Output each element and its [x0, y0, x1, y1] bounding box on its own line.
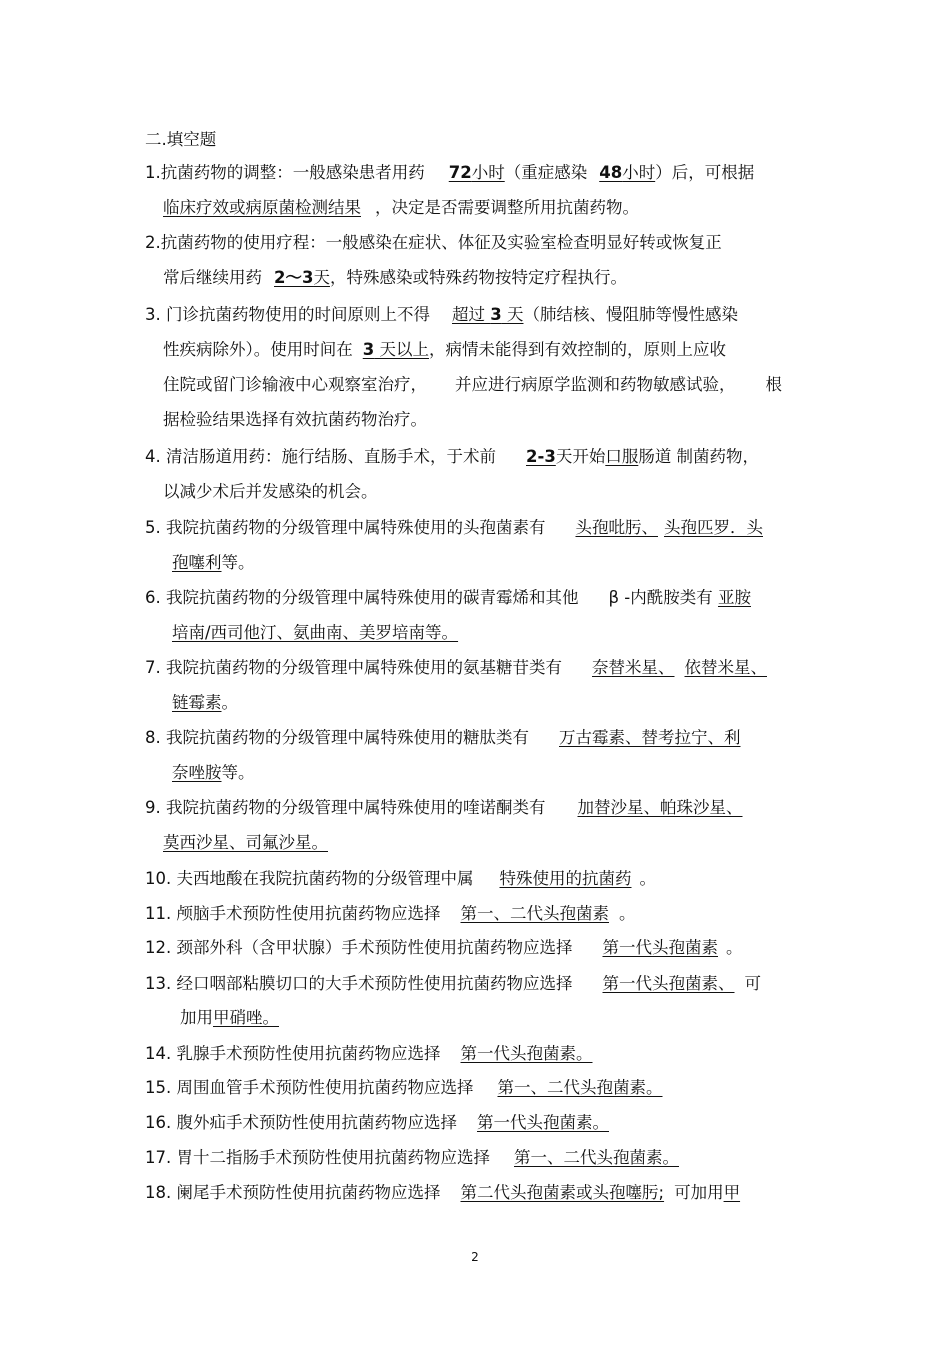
question-11: 11. 颅脑手术预防性使用抗菌药物应选择 第一、二代头孢菌素 。	[145, 904, 636, 923]
question-2-line-1: 2.抗菌药物的使用疗程：一般感染在症状、体征及实验室检查明显好转或恢复正	[145, 233, 722, 252]
question-4-line-2: 以减少术后并发感染的机会。	[163, 482, 378, 501]
question-5-line-2: 孢噻利等。	[172, 553, 255, 572]
question-1-line-2: 临床疗效或病原菌检测结果 ，决定是否需要调整所用抗菌药物。	[163, 198, 639, 217]
question-6-line-2: 培南/西司他汀、氨曲南、美罗培南等。	[172, 623, 459, 642]
question-15: 15. 周围血管手术预防性使用抗菌药物应选择 第一、二代头孢菌素。	[145, 1078, 663, 1097]
question-14: 14. 乳腺手术预防性使用抗菌药物应选择 第一代头孢菌素。	[145, 1044, 593, 1063]
question-6-line-1: 6. 我院抗菌药物的分级管理中属特殊使用的碳青霉烯和其他 β -内酰胺类有 亚胺	[145, 588, 751, 607]
section-title: 二.填空题	[145, 130, 217, 149]
question-8-line-2: 奈唑胺等。	[172, 763, 255, 782]
question-4-line-1: 4. 清洁肠道用药：施行结肠、直肠手术，于术前 2-3天开始口服肠道 制菌药物，	[145, 447, 760, 466]
question-9-line-2: 莫西沙星、司氟沙星。	[163, 833, 328, 852]
question-3-line-4: 据检验结果选择有效抗菌药物治疗。	[163, 410, 427, 429]
question-3-line-2: 性疾病除外）。使用时间在 3 天以上，病情未能得到有效控制的，原则上应收	[163, 340, 726, 359]
question-13-line-2: 加用甲硝唑。	[180, 1008, 279, 1027]
question-3-line-1: 3. 门诊抗菌药物使用的时间原则上不得 超过 3 天（肺结核、慢阻肺等慢性感染	[145, 305, 738, 324]
question-16: 16. 腹外疝手术预防性使用抗菌药物应选择 第一代头孢菌素。	[145, 1113, 609, 1132]
question-9-line-1: 9. 我院抗菌药物的分级管理中属特殊使用的喹诺酮类有 加替沙星、帕珠沙星、	[145, 798, 743, 817]
question-8-line-1: 8. 我院抗菌药物的分级管理中属特殊使用的糖肽类有 万古霉素、替考拉宁、利	[145, 728, 741, 747]
question-2-line-2: 常后继续用药 2～3天，特殊感染或特殊药物按特定疗程执行。	[163, 268, 627, 287]
question-3-line-3: 住院或留门诊输液中心观察室治疗， 并应进行病原学监测和药物敏感试验， 根	[163, 375, 782, 394]
question-17: 17. 胃十二指肠手术预防性使用抗菌药物应选择 第一、二代头孢菌素。	[145, 1148, 679, 1167]
question-10: 10. 夫西地酸在我院抗菌药物的分级管理中属 特殊使用的抗菌药 。	[145, 869, 656, 888]
page-number: 2	[471, 1250, 479, 1264]
question-5-line-1: 5. 我院抗菌药物的分级管理中属特殊使用的头孢菌素有 头孢吡肟、 头孢匹罗．头	[145, 518, 763, 537]
question-12: 12. 颈部外科（含甲状腺）手术预防性使用抗菌药物应选择 第一代头孢菌素 。	[145, 938, 743, 957]
question-7-line-2: 链霉素。	[172, 693, 238, 712]
question-18: 18. 阑尾手术预防性使用抗菌药物应选择 第二代头孢菌素或头孢噻肟; 可加用甲	[145, 1183, 741, 1202]
question-1-line-1: 1.抗菌药物的调整：一般感染患者用药 72小时（重症感染 48小时）后，可根据	[145, 163, 755, 182]
question-7-line-1: 7. 我院抗菌药物的分级管理中属特殊使用的氨基糖苷类有 奈替米星、 依替米星、	[145, 658, 767, 677]
question-13-line-1: 13. 经口咽部粘膜切口的大手术预防性使用抗菌药物应选择 第一代头孢菌素、 可	[145, 974, 761, 993]
